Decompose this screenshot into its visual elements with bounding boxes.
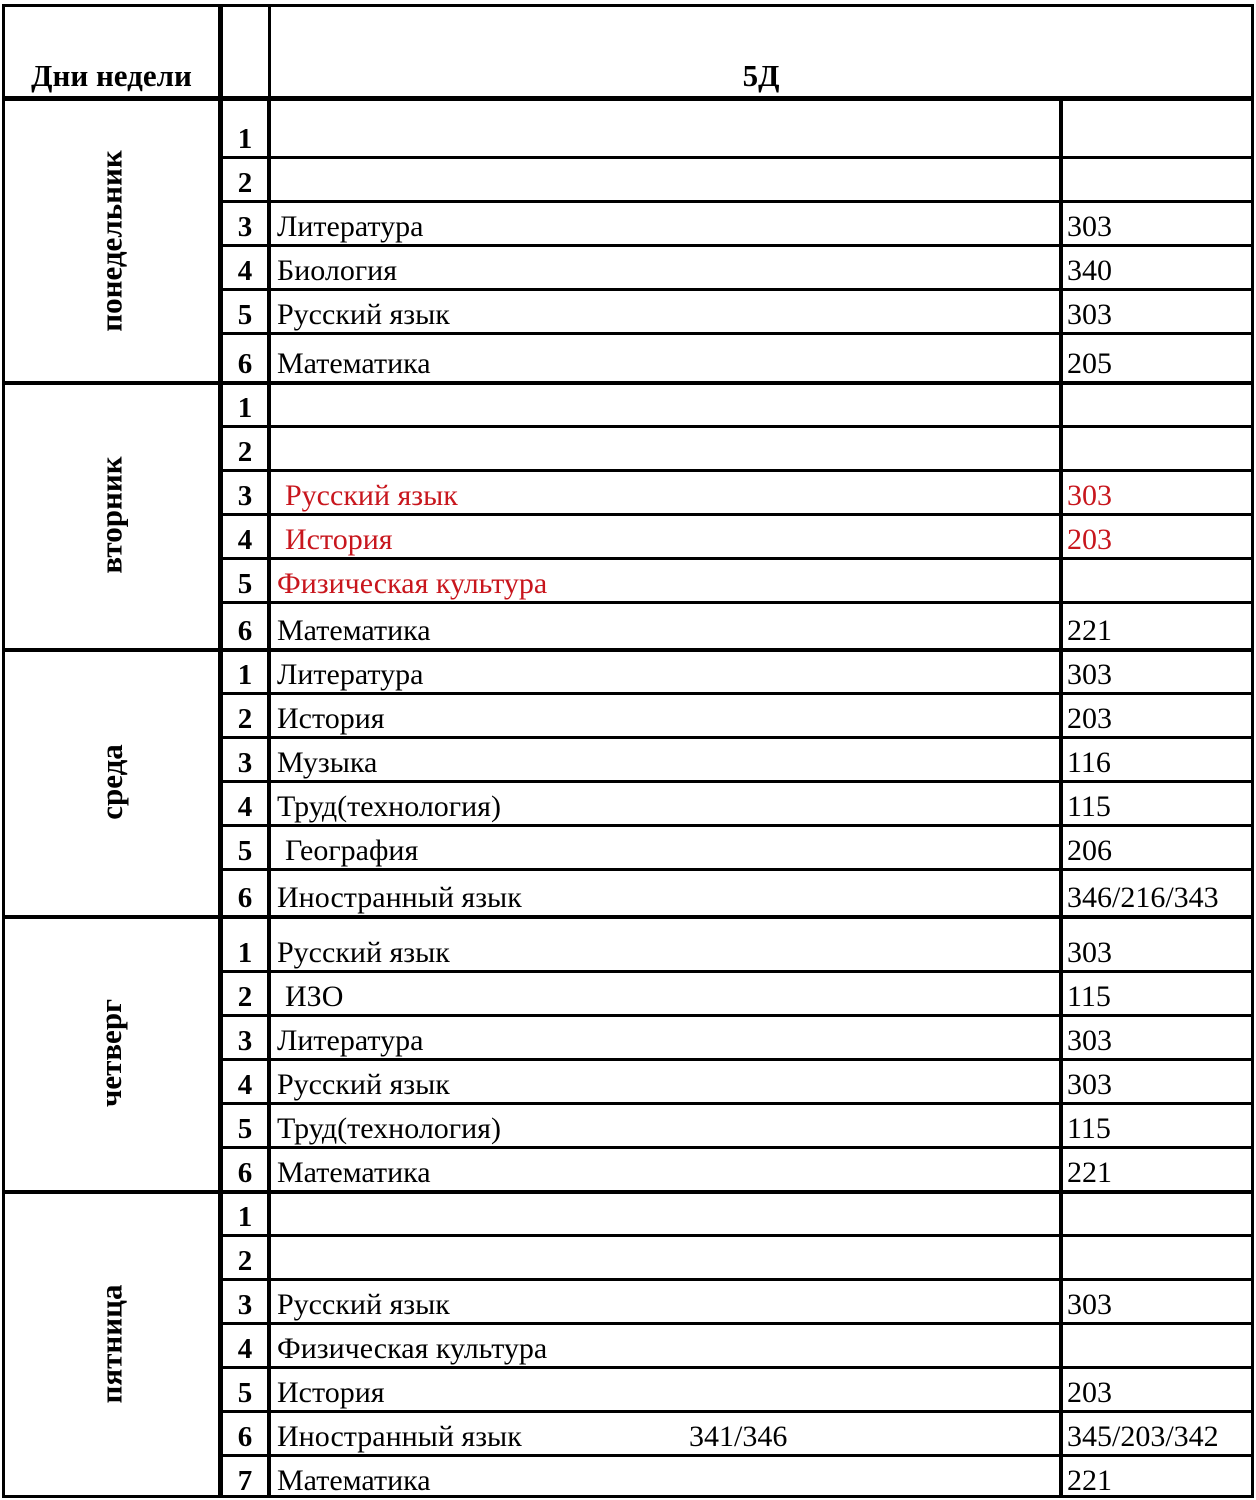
lesson-number: 6 [223,1413,271,1454]
day-block [5,648,1251,919]
lesson-subject: Иностранный язык [277,881,522,914]
lesson-row [223,915,1251,973]
lesson-number: 5 [223,291,271,332]
day-label [5,648,223,915]
lesson-number: 3 [223,739,271,780]
lesson-subject: Русский язык [277,936,450,969]
lesson-row [223,1237,1251,1281]
lesson-row [223,335,1251,381]
lesson-room [1059,1190,1251,1234]
lesson-number: 3 [223,203,271,244]
lesson-number: 3 [223,472,271,513]
lesson-number: 4 [223,783,271,824]
lesson-number: 2 [223,695,271,736]
lesson-subject: География [285,834,419,867]
day-block [5,381,1251,652]
lesson-subject [277,159,1057,200]
lesson-number: 6 [223,1149,271,1190]
lesson-row [223,560,1251,604]
lesson-row [223,1457,1251,1498]
lesson-row [223,472,1251,516]
lesson-number: 2 [223,1237,271,1278]
lesson-room: 205 [1059,335,1251,381]
lesson-row [223,604,1251,648]
lesson-room: 303 [1059,1281,1251,1322]
lesson-subject: Труд(технология) [277,1112,501,1145]
lesson-subject: Литература [277,658,424,691]
lesson-room: 303 [1059,472,1251,513]
lesson-row [223,1281,1251,1325]
lesson-room: 303 [1059,648,1251,692]
lesson-subject [277,1190,1057,1234]
lesson-number: 2 [223,973,271,1014]
header-days-label: Дни недели [31,58,192,93]
day-label [5,381,223,648]
lesson-row [223,1061,1251,1105]
lesson-number: 1 [223,101,271,156]
lesson-number: 6 [223,871,271,915]
lesson-room: 206 [1059,827,1251,868]
lesson-row [223,1149,1251,1190]
lesson-room: 346/216/343 [1059,871,1251,915]
lesson-subject: Математика [277,347,431,380]
lesson-subject: Математика [277,614,431,647]
lesson-number: 1 [223,381,271,425]
lesson-room: 303 [1059,915,1251,970]
lesson-subject [277,428,1057,469]
class-label: 5Д [742,58,780,93]
lesson-row [223,1017,1251,1061]
lesson-room: 203 [1059,695,1251,736]
lesson-number: 4 [223,1061,271,1102]
lesson-number: 5 [223,560,271,601]
lesson-subject: Физическая культура [277,567,548,600]
lesson-room: 203 [1059,516,1251,557]
lesson-room: 303 [1059,1061,1251,1102]
lesson-row [223,247,1251,291]
lesson-subject: История [277,1376,385,1409]
lesson-row [223,695,1251,739]
day-label [5,915,223,1190]
lesson-row [223,648,1251,695]
lesson-subject: Русский язык [285,479,458,512]
lesson-number: 1 [223,915,271,970]
lesson-room [1059,1237,1251,1278]
lesson-room: 303 [1059,203,1251,244]
lesson-number: 5 [223,1105,271,1146]
lesson-subject: Литература [277,1024,424,1057]
lesson-number: 3 [223,1281,271,1322]
lesson-number: 5 [223,827,271,868]
lesson-number: 6 [223,604,271,648]
header-lesson-number [223,7,271,101]
lesson-row [223,973,1251,1017]
header-class [271,7,1251,101]
lesson-subject: Иностранный язык [277,1420,522,1453]
lesson-room: 345/203/342 [1059,1413,1251,1454]
lesson-room: 115 [1059,783,1251,824]
lesson-subject [277,1237,1057,1278]
schedule-table [2,4,1254,1498]
lesson-row [223,516,1251,560]
lesson-row [223,159,1251,203]
lesson-row [223,381,1251,428]
lesson-subject: Математика [277,1156,431,1189]
lesson-room [1059,381,1251,425]
lesson-number: 4 [223,247,271,288]
day-label [5,101,223,381]
lesson-row [223,871,1251,915]
lesson-room: 340 [1059,247,1251,288]
lesson-number: 1 [223,1190,271,1234]
lesson-subject [277,381,1057,425]
lesson-row [223,1413,1251,1457]
day-block [5,915,1251,1194]
day-block [5,1190,1251,1498]
lesson-room: 221 [1059,1149,1251,1190]
lesson-row [223,1105,1251,1149]
lesson-row [223,203,1251,247]
lesson-number: 6 [223,335,271,381]
lesson-row [223,739,1251,783]
lesson-row [223,1325,1251,1369]
lesson-subject: История [285,523,393,556]
lesson-number: 2 [223,428,271,469]
lesson-row [223,1190,1251,1237]
lesson-room: 116 [1059,739,1251,780]
lesson-number: 4 [223,1325,271,1366]
lesson-room [1059,101,1251,156]
lesson-row [223,783,1251,827]
lesson-room: 303 [1059,1017,1251,1058]
day-name: вторник [93,455,129,574]
lesson-room: 203 [1059,1369,1251,1410]
lesson-number: 4 [223,516,271,557]
lesson-number: 2 [223,159,271,200]
lesson-number: 3 [223,1017,271,1058]
lesson-subject: Математика [277,1464,431,1497]
lesson-row [223,1369,1251,1413]
lesson-subject: Музыка [277,746,378,779]
lesson-row [223,428,1251,472]
lesson-subject: Биология [277,254,398,287]
lesson-note: 341/346 [689,1420,788,1453]
day-label [5,1190,223,1498]
lesson-number: 5 [223,1369,271,1410]
lesson-subject: Физическая культура [277,1332,548,1365]
lesson-room [1059,159,1251,200]
lesson-row [223,101,1251,159]
day-block [5,101,1251,385]
header-days-of-week [5,7,223,101]
lesson-subject: Русский язык [277,298,450,331]
day-name: среда [93,743,129,820]
lesson-room [1059,1325,1251,1366]
lesson-subject: ИЗО [285,980,344,1013]
lesson-room: 221 [1059,604,1251,648]
lesson-subject: Русский язык [277,1288,450,1321]
lesson-room: 221 [1059,1457,1251,1498]
lesson-row [223,827,1251,871]
day-name: пятница [93,1284,129,1404]
lesson-room: 115 [1059,973,1251,1014]
lesson-room: 115 [1059,1105,1251,1146]
lesson-subject: История [277,702,385,735]
day-name: четверг [93,998,129,1107]
lesson-subject: Труд(технология) [277,790,501,823]
lesson-subject [277,101,1057,156]
lesson-room [1059,560,1251,601]
lesson-number: 7 [223,1457,271,1498]
lesson-room: 303 [1059,291,1251,332]
lesson-subject: Литература [277,210,424,243]
lesson-subject: Русский язык [277,1068,450,1101]
lesson-number: 1 [223,648,271,692]
lesson-row [223,291,1251,335]
day-name: понедельник [93,150,129,332]
lesson-room [1059,428,1251,469]
